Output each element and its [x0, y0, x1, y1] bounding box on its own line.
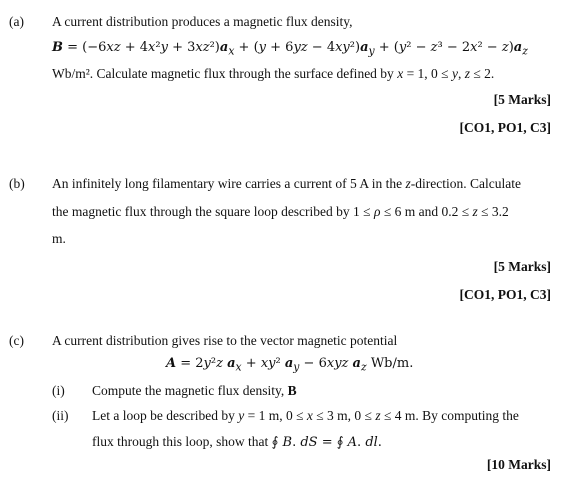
question-c-equation: A = 2y²z $a_x + xy^2$ $a_y - 6xyz$ $a_z$ Wb/m. [166, 356, 414, 374]
question-c-marks: [10 Marks] [486, 457, 551, 472]
question-b-label: (b) [9, 176, 25, 191]
question-c-ii-line2: flux through this loop, show that ∮ B. dS = ∮ A. dl. [92, 434, 382, 450]
question-b-line3: m. [52, 231, 66, 246]
question-c-ii-line1: Let a loop be described by y = 1 m, 0 ≤ x ≤ 3 m, 0 ≤ z ≤ 4 m. By computing the [92, 408, 519, 423]
question-b-marks: [5 Marks] [493, 259, 551, 274]
question-c-line1: A current distribution gives rise to the vector magnetic potential [52, 333, 398, 348]
question-c-label: (c) [9, 333, 24, 348]
question-c-i-text: Compute the magnetic flux density, B [92, 383, 297, 398]
question-b-outcomes: [CO1, PO1, C3] [459, 287, 551, 302]
question-a-marks: [5 Marks] [493, 92, 551, 107]
question-a-equation: $B = (-6xz + 4x^2y + 3xz^2)a_x + (y + 6yz - 4xy^2)a_y + (y^2 - z^3 - 2x^2 - z)a_z$ [52, 40, 528, 58]
question-b-line1: An infinitely long filamentary wire carries a current of 5 A in the z-direction. Calculate [52, 176, 521, 191]
question-c-i-label: (i) [52, 383, 65, 398]
question-a-line3: Wb/m². Calculate magnetic flux through the surface defined by x = 1, 0 ≤ y, z ≤ 2. [52, 66, 495, 81]
question-c-ii-label: (ii) [52, 408, 69, 423]
question-b-line2: the magnetic flux through the square loop described by 1 ≤ ρ ≤ 6 m and 0.2 ≤ z ≤ 3.2 [52, 204, 509, 219]
question-a-label: (a) [9, 14, 24, 29]
question-a-line1: A current distribution produces a magnetic flux density, [52, 14, 353, 29]
question-a-outcomes: [CO1, PO1, C3] [459, 120, 551, 135]
